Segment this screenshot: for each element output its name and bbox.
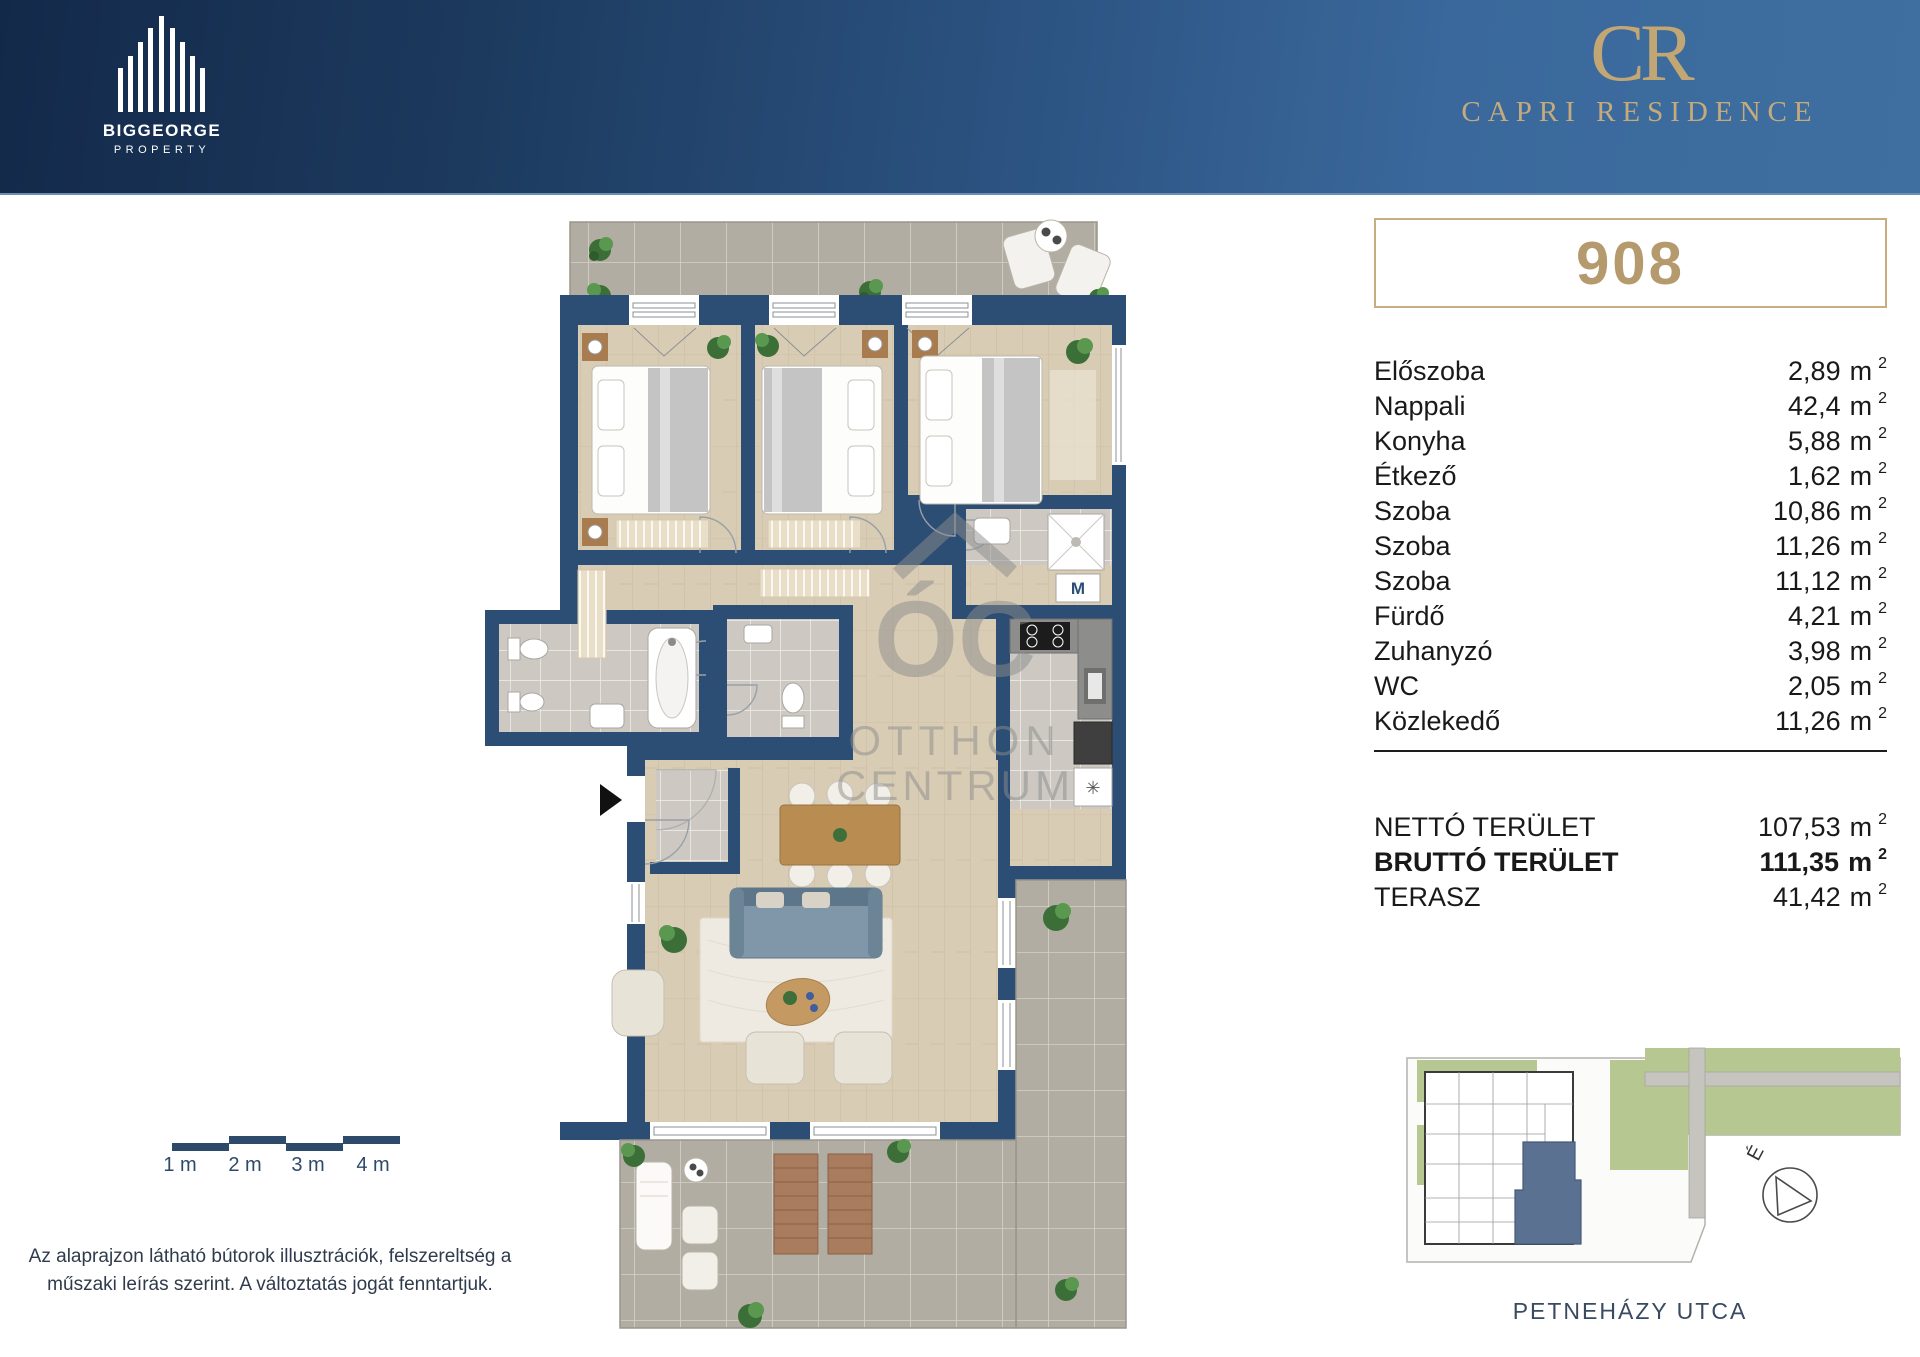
room-name: Konyha [1374,426,1466,456]
bedroom-3 [912,330,1096,504]
project-name: CAPRI RESIDENCE [1461,96,1819,128]
room-area-table [1374,356,1887,741]
total-label: NETTÓ TERÜLET [1374,812,1596,842]
room-name: Fürdő [1374,601,1445,631]
scale-segment [172,1143,229,1151]
scale-label: 1 m [163,1154,197,1176]
fridge-icon [1074,722,1112,764]
site-plan [1395,1030,1905,1300]
highlighted-unit [1515,1142,1581,1244]
hall-wardrobe [578,570,606,658]
lounge-chair-icon [612,970,664,1036]
capri-residence-logo [1420,7,1860,129]
scale-segment [343,1136,400,1144]
room-area: 11,26 m $^2$ [1775,530,1887,561]
bed-icon [920,356,1042,504]
unit-number-box [1374,218,1887,308]
room-area: 11,26 m $^2$ [1775,705,1887,736]
room-area: 3,98 m $^2$ [1788,635,1887,666]
svg-text:ÓC: ÓC [874,578,1036,699]
svg-text:OTTHON: OTTHON [848,717,1062,764]
path-vertical [1689,1048,1705,1218]
biggeorge-logo [72,16,252,156]
table-row [1374,496,1887,531]
table-row [1374,461,1887,496]
washing-machine-icon [1056,574,1100,602]
totals-table [1374,812,1887,917]
window-terrace-2 [998,1000,1016,1070]
window-terrace-1 [998,898,1016,968]
scale-label: 2 m [228,1154,262,1176]
shower-icon [1048,514,1104,570]
kitchen-passage-floor [1010,809,1112,866]
svg-text:✳: ✳ [1085,778,1101,798]
bottom-terrace [620,1139,1016,1328]
table-row [1374,706,1887,741]
room-name: Szoba [1374,531,1451,561]
kitchen-sink-icon [1084,668,1106,704]
room-name: Zuhanyzó [1374,636,1493,666]
rug [1050,370,1096,480]
toilet-icon [782,683,804,728]
appliance-icon [1074,768,1112,806]
cr-monogram: CR [1590,7,1690,98]
room-name: Nappali [1374,391,1466,421]
armchair-icon [746,1032,804,1084]
table-divider [1374,750,1887,752]
room-area: 11,12 m $^2$ [1775,565,1887,596]
biggeorge-sub: PROPERTY [113,144,211,156]
total-label: BRUTTÓ TERÜLET [1374,847,1619,877]
svg-text:CENTRUM: CENTRUM [836,762,1074,809]
terrace-chair [682,1252,718,1290]
armchair-icon [834,1032,892,1084]
sink-icon [744,625,772,643]
wardrobe [768,520,860,548]
room-name: Étkező [1374,461,1457,491]
table-row [1374,531,1887,566]
room-area: 4,21 m $^2$ [1788,600,1887,631]
unit-number: 908 [1575,229,1686,297]
room-name: Közlekedő [1374,706,1501,736]
total-label: TERASZ [1374,882,1481,912]
disclaimer-line: műszaki leírás szerint. A változtatás jogát fenntartjuk. [47,1274,493,1295]
entrance-arrow-icon [600,784,622,816]
sofa-icon [730,888,882,958]
scale-segment [286,1143,343,1151]
street-name: PETNEHÁZY UTCA [1512,1298,1748,1324]
terrace-chair [682,1206,718,1244]
table-row [1374,601,1887,636]
svg-text:M: M [1070,579,1086,598]
path-horizontal [1645,1072,1900,1086]
table-row [1374,356,1887,391]
room-area: 42,4 m $^2$ [1788,390,1887,421]
window-right [1112,345,1126,465]
table-row [1374,391,1887,426]
scale-label: 4 m [356,1154,390,1176]
biggeorge-building-icon [116,16,208,112]
room-name: Előszoba [1374,356,1486,386]
wardrobe [616,520,708,548]
table-row [1374,636,1887,671]
terrace-door-1 [650,1122,770,1140]
scale-label: 3 m [291,1154,325,1176]
room-area: 1,62 m $^2$ [1788,460,1887,491]
header-banner [0,0,1920,195]
room-area: 5,88 m $^2$ [1788,425,1887,456]
bed-icon [592,366,710,514]
hall-wardrobe [760,569,870,597]
right-terrace [1016,880,1126,1328]
table-row [1374,426,1887,461]
table-row [1374,671,1887,706]
total-row-brutto [1374,847,1887,882]
window-left-niche [627,882,645,924]
total-row [1374,812,1887,847]
room-area: 2,05 m $^2$ [1788,670,1887,701]
compass-icon [1742,1142,1817,1222]
room-name: Szoba [1374,496,1451,526]
toilet-icon [508,638,548,660]
total-value: 111,35 m $^2$ [1759,846,1887,877]
entrance-opening [627,776,645,822]
scale-segment [229,1136,286,1144]
total-row [1374,882,1887,917]
room-area: 2,89 m $^2$ [1788,355,1887,386]
total-value: 107,53 m $^2$ [1758,811,1887,842]
floor-plan [450,170,1150,1335]
bed-icon [762,366,882,514]
north-label: É [1742,1142,1769,1165]
biggeorge-name: BIGGEORGE [102,121,222,140]
room-name: Szoba [1374,566,1451,596]
window-icon [629,295,972,325]
sink-icon [590,704,624,728]
terrace-door-2 [810,1122,940,1140]
room-area: 10,86 m $^2$ [1773,495,1887,526]
scale-bar [163,1136,412,1176]
table-row [1374,566,1887,601]
disclaimer-line: Az alaprajzon látható bútorok illusztrációk, felszereltség a [28,1246,512,1267]
bidet-icon [508,692,544,712]
total-value: 41,42 m $^2$ [1773,881,1887,912]
room-name: WC [1374,671,1419,701]
